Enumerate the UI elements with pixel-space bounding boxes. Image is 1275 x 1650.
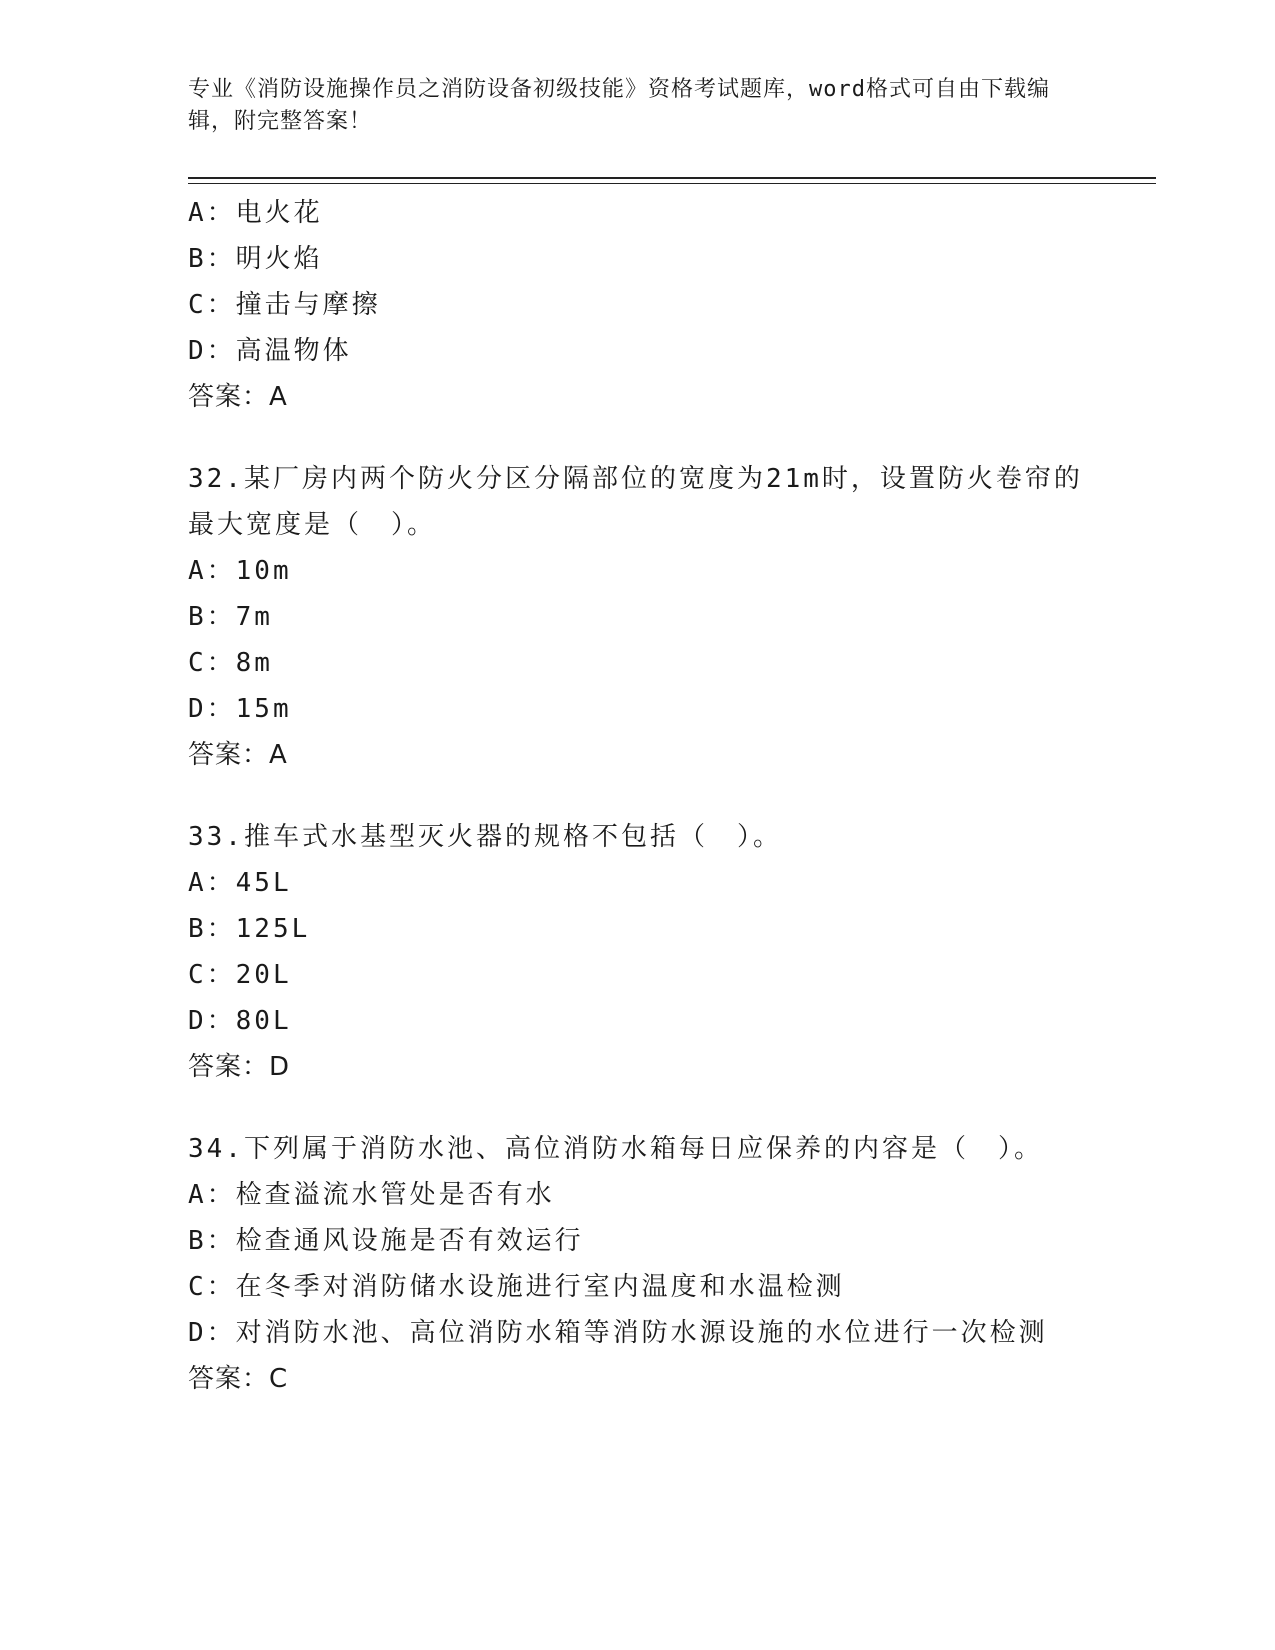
option-d: D：对消防水池、高位消防水箱等消防水源设施的水位进行一次检测: [188, 1318, 1048, 1348]
question-33: [188, 814, 1088, 1090]
question-32: [188, 456, 1088, 778]
option-d: D：80L: [188, 1006, 292, 1036]
document-header: 专业《消防设施操作员之消防设备初级技能》资格考试题库，word格式可自由下载编辑，附完整答案！: [188, 77, 1050, 134]
option-c: C：8m: [188, 648, 273, 678]
answer: 答案：D: [188, 1052, 291, 1082]
option-d: D：高温物体: [188, 336, 352, 366]
option-b: B：检查通风设施是否有效运行: [188, 1226, 584, 1256]
answer: 答案：A: [188, 382, 288, 412]
option-a: A：45L: [188, 868, 292, 898]
answer: 答案：C: [188, 1364, 289, 1394]
question-31-tail: [188, 190, 1088, 420]
option-c: C：撞击与摩擦: [188, 290, 381, 320]
option-d: D：15m: [188, 694, 292, 724]
option-c: C：在冬季对消防储水设施进行室内温度和水温检测: [188, 1272, 845, 1302]
option-b: B：明火焰: [188, 244, 323, 274]
option-c: C：20L: [188, 960, 292, 990]
option-a: A：检查溢流水管处是否有水: [188, 1180, 555, 1210]
question-stem: 32.某厂房内两个防火分区分隔部位的宽度为21m时，设置防火卷帘的最大宽度是（ ）。: [188, 464, 1083, 540]
header-divider: [188, 177, 1156, 179]
question-34: [188, 1126, 1088, 1402]
option-a: A：10m: [188, 556, 292, 586]
question-stem: 34.下列属于消防水池、高位消防水箱每日应保养的内容是（ ）。: [188, 1134, 1043, 1164]
option-b: B：7m: [188, 602, 273, 632]
header-divider-thin: [188, 183, 1156, 184]
answer: 答案：A: [188, 740, 288, 770]
question-list: [188, 190, 1088, 1402]
option-b: B：125L: [188, 914, 311, 944]
question-stem: 33.推车式水基型灭火器的规格不包括（ ）。: [188, 822, 782, 852]
option-a: A：电火花: [188, 198, 323, 228]
